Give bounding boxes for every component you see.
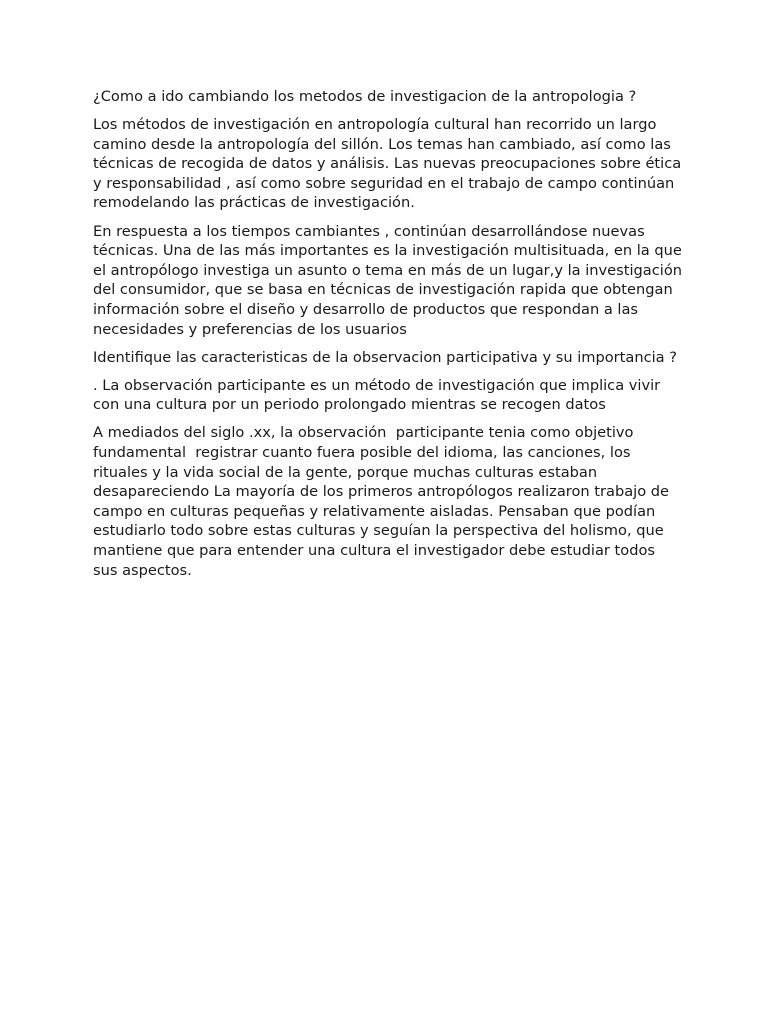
- answer-1-paragraph-2: En respuesta a los tiempos cambiantes , continúan desarrollándose nuevas técnicas. Una de las más importantes es la investigación multisituada, en la que el antropólogo investiga un asunto o tema en más de un lugar,y la investigación del consumidor, que se basa en técnicas de investigación rapida que obtengan información sobre el diseño y desarrollo de productos que respondan a las necesidades y preferencias de los usuarios: [93, 222, 687, 338]
- document-page: [93, 87, 687, 589]
- answer-1-paragraph-1: Los métodos de investigación en antropología cultural han recorrido un largo camino desde la antropología del sillón. Los temas han cambiado, así como las técnicas de recogida de datos y análisis. Las nuevas preocupaciones sobre ética y responsabilidad , así como sobre seguridad en el trabajo de campo continúan remodelando las prácticas de investigación.: [93, 116, 686, 212]
- answer-2-paragraph-2: A mediados del siglo .xx, la observación participante tenia como objetivo fundamental registrar cuanto fuera posible del idioma, las canciones, los rituales y la vida social de la gente, porque muchas culturas estaban desapareciendo La mayoría de los primeros antropólogos realizaron trabajo de campo en culturas pequeñas y relativamente aisladas. Pensaban que podían estudiarlo todo sobre estas culturas y seguían la perspectiva del holismo, que mantiene que para entender una cultura el investigador debe estudiar todos sus aspectos.: [93, 424, 674, 579]
- question-1: ¿Como a ido cambiando los metodos de investigacion de la antropologia ?: [93, 88, 637, 105]
- answer-2-paragraph-1: . La observación participante es un método de investigación que implica vivir con una cultura por un periodo prolongado mientras se recogen datos: [93, 376, 665, 414]
- question-2: Identifique las caracteristicas de la observacion participativa y su importancia ?: [93, 348, 677, 366]
